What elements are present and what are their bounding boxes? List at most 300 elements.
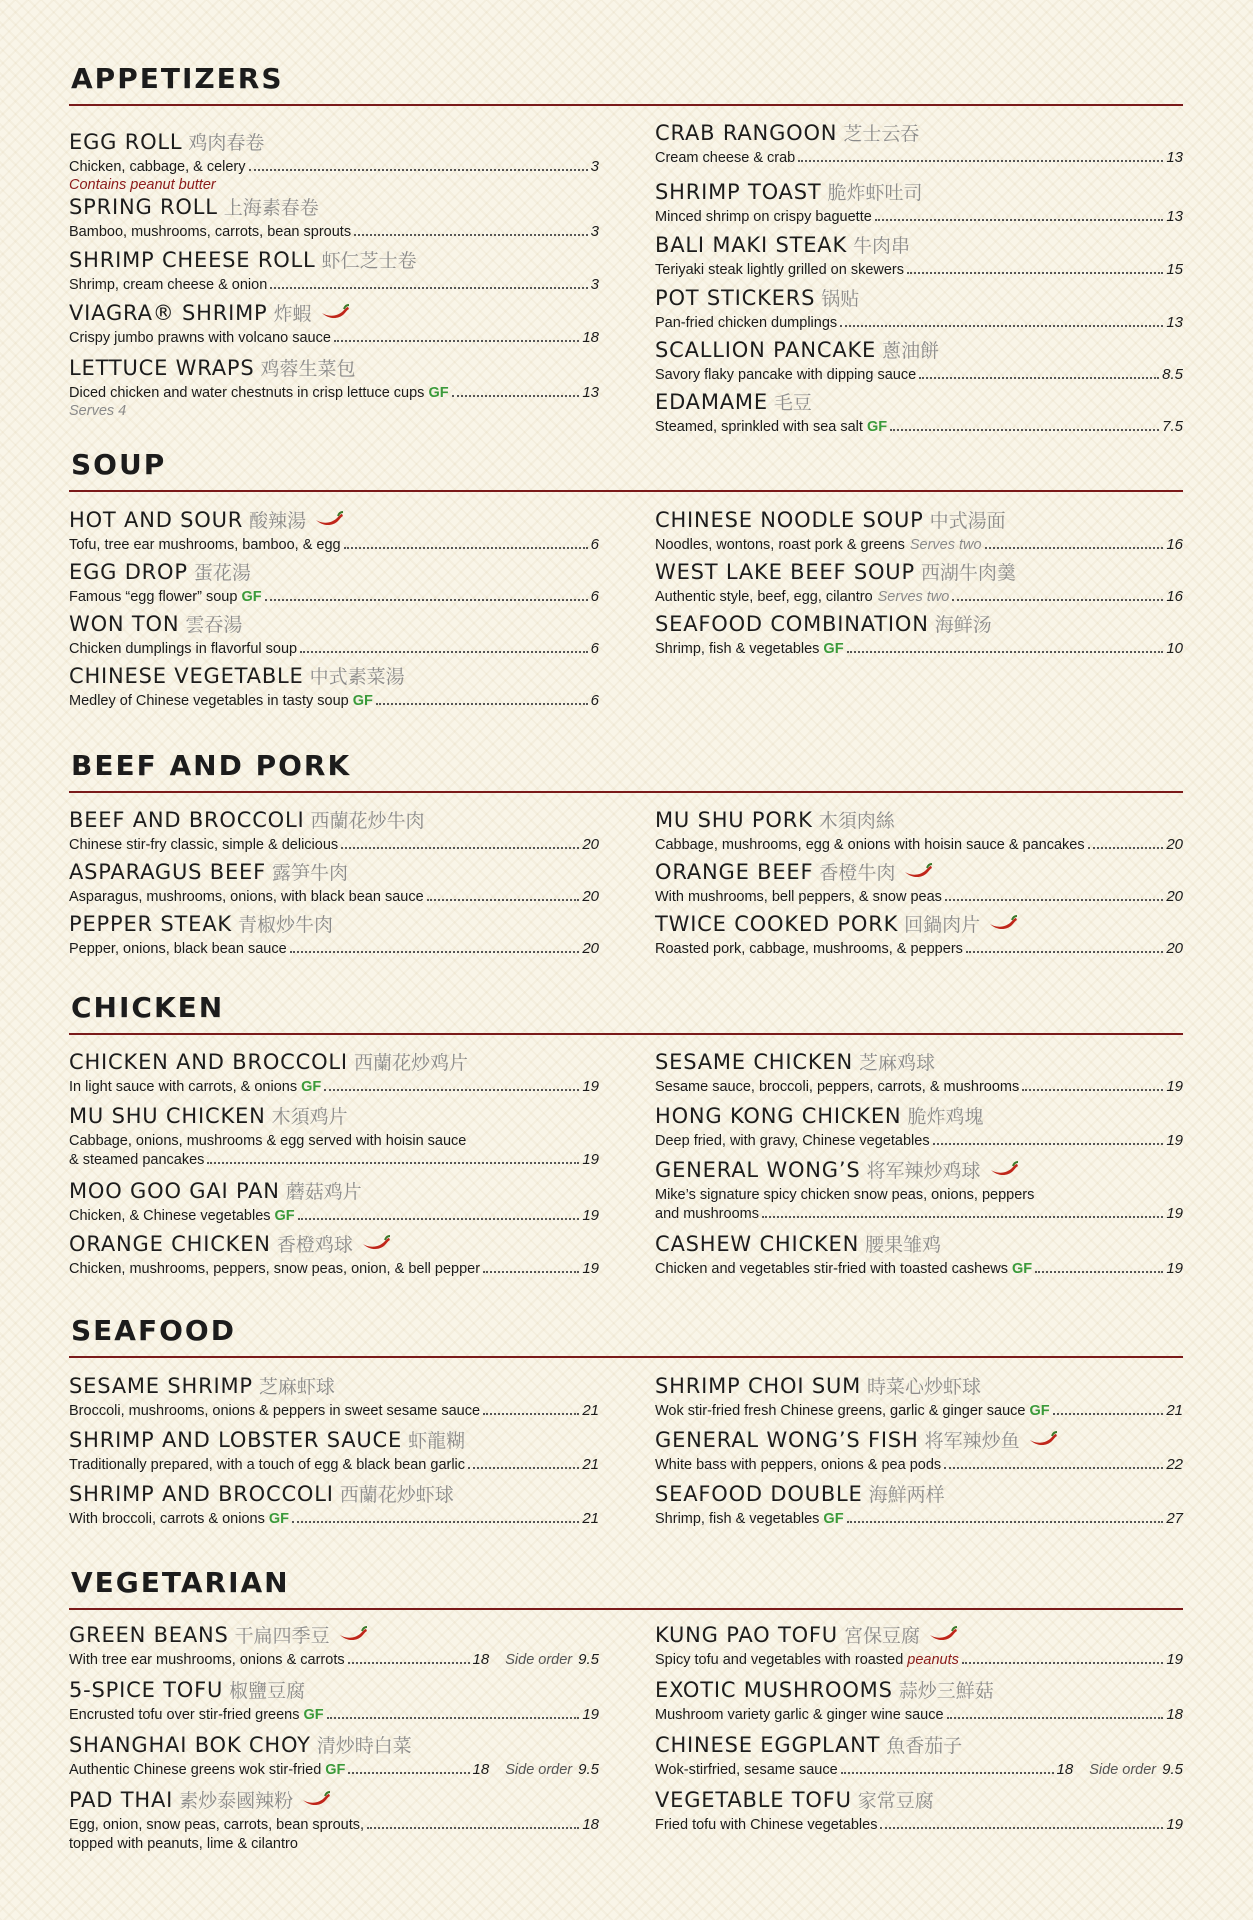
menu-item bbox=[655, 390, 1183, 436]
item-description bbox=[69, 836, 599, 854]
item-description bbox=[69, 588, 599, 606]
item-chinese-name: 蛋花湯 bbox=[193, 562, 251, 584]
item-description bbox=[655, 261, 1183, 279]
menu-item bbox=[69, 1232, 599, 1278]
item-description-text: Crispy jumbo prawns with volcano sauce bbox=[69, 330, 331, 346]
item-description-text: Authentic style, beef, egg, cilantro bbox=[655, 589, 873, 605]
item-name: KUNG PAO TOFU bbox=[655, 1623, 838, 1647]
item-description bbox=[69, 1260, 599, 1278]
dot-leader bbox=[468, 1467, 579, 1469]
item-chinese-name: 海鲜汤 bbox=[934, 614, 992, 636]
item-description bbox=[655, 149, 1183, 167]
item-price: 16 bbox=[1166, 588, 1183, 605]
item-description bbox=[655, 208, 1183, 226]
item-chinese-name: 上海素春卷 bbox=[223, 197, 319, 219]
item-description bbox=[69, 1402, 599, 1420]
item-name: CASHEW CHICKEN bbox=[655, 1232, 860, 1256]
item-name: EDAMAME bbox=[655, 390, 768, 414]
menu-item bbox=[655, 912, 1183, 958]
item-description bbox=[655, 536, 1183, 554]
item-price: 20 bbox=[582, 836, 599, 853]
item-name: VEGETABLE TOFU bbox=[655, 1788, 852, 1812]
item-price: 20 bbox=[582, 888, 599, 905]
section-title: SOUP bbox=[71, 448, 167, 481]
gluten-free-badge: GF bbox=[352, 693, 373, 709]
dot-leader bbox=[1022, 1089, 1163, 1091]
section-title: VEGETARIAN bbox=[71, 1566, 290, 1599]
side-order-label: Side order bbox=[505, 1652, 573, 1668]
menu-item bbox=[655, 1104, 1183, 1150]
item-description bbox=[655, 888, 1183, 906]
gluten-free-badge: GF bbox=[274, 1208, 295, 1224]
menu-item bbox=[655, 1678, 1183, 1724]
item-name: MU SHU PORK bbox=[655, 808, 813, 832]
menu-item bbox=[69, 912, 599, 958]
item-header bbox=[69, 1733, 599, 1760]
menu-item bbox=[69, 808, 599, 854]
item-description-text: topped with peanuts, lime & cilantro bbox=[69, 1836, 298, 1852]
chili-icon bbox=[928, 1626, 958, 1650]
side-order-price: 9.5 bbox=[578, 1761, 599, 1778]
item-description-text: Roasted pork, cabbage, mushrooms, & peppers bbox=[655, 941, 963, 957]
item-name: SCALLION PANCAKE bbox=[655, 338, 877, 362]
item-header bbox=[655, 1623, 1183, 1650]
section-divider bbox=[69, 791, 1183, 793]
item-description-text: Pepper, onions, black bean sauce bbox=[69, 941, 287, 957]
item-description-text: and mushrooms bbox=[655, 1206, 759, 1222]
dot-leader bbox=[249, 169, 588, 171]
item-description-text: Chicken, & Chinese vegetables bbox=[69, 1208, 271, 1224]
item-header bbox=[655, 508, 1183, 535]
menu-item bbox=[69, 1104, 599, 1169]
item-description-text: Asparagus, mushrooms, onions, with black bean sauce bbox=[69, 889, 424, 905]
menu-item bbox=[69, 560, 599, 606]
item-name: GENERAL WONG’S FISH bbox=[655, 1428, 919, 1452]
chili-icon bbox=[1028, 1431, 1058, 1455]
item-description bbox=[69, 1151, 599, 1169]
item-name: WON TON bbox=[69, 612, 180, 636]
dot-leader bbox=[890, 429, 1159, 431]
item-header bbox=[69, 301, 599, 328]
menu-item bbox=[69, 1374, 599, 1420]
item-chinese-name: 腰果雏鸡 bbox=[865, 1234, 942, 1256]
item-chinese-name: 锅贴 bbox=[821, 288, 860, 310]
item-description bbox=[655, 640, 1183, 658]
item-price: 6 bbox=[590, 536, 599, 553]
item-price: 18 bbox=[1056, 1761, 1074, 1778]
side-order-price: 9.5 bbox=[578, 1651, 599, 1668]
dot-leader bbox=[966, 951, 1163, 953]
item-price: 18 bbox=[472, 1761, 490, 1778]
item-header bbox=[69, 1428, 599, 1455]
item-price: 6 bbox=[590, 640, 599, 657]
item-description bbox=[655, 940, 1183, 958]
item-description-text: Fried tofu with Chinese vegetables bbox=[655, 1817, 878, 1833]
menu-item bbox=[655, 180, 1183, 226]
item-name: 5-SPICE TOFU bbox=[69, 1678, 224, 1702]
item-description-text: Mike’s signature spicy chicken snow peas, onions, peppers bbox=[655, 1187, 1035, 1203]
item-price: 19 bbox=[1166, 1651, 1183, 1668]
item-description bbox=[655, 1402, 1183, 1420]
allergen-note: peanuts bbox=[907, 1652, 959, 1668]
item-description bbox=[655, 1761, 1183, 1779]
section-title: CHICKEN bbox=[71, 991, 225, 1024]
item-header bbox=[69, 808, 599, 835]
item-chinese-name: 芝麻虾球 bbox=[258, 1376, 335, 1398]
menu-item bbox=[655, 860, 1183, 906]
item-price: 19 bbox=[1166, 1205, 1183, 1222]
dot-leader bbox=[847, 1521, 1164, 1523]
item-name: SHRIMP TOAST bbox=[655, 180, 822, 204]
item-price: 19 bbox=[1166, 1078, 1183, 1095]
item-description-text: Diced chicken and water chestnuts in crisp lettuce cups bbox=[69, 385, 425, 401]
dot-leader bbox=[298, 1218, 580, 1220]
item-header bbox=[655, 1678, 1183, 1705]
dot-leader bbox=[847, 651, 1164, 653]
item-header bbox=[655, 1788, 1183, 1815]
item-chinese-name: 中式素菜湯 bbox=[309, 666, 405, 688]
item-description-text: Spicy tofu and vegetables with roasted bbox=[655, 1652, 904, 1668]
item-header bbox=[655, 1050, 1183, 1077]
item-price: 19 bbox=[1166, 1816, 1183, 1833]
item-name: SHRIMP AND LOBSTER SAUCE bbox=[69, 1428, 403, 1452]
dot-leader bbox=[840, 325, 1163, 327]
item-chinese-name: 将军辣炒鱼 bbox=[924, 1430, 1020, 1452]
item-name: SHRIMP AND BROCCOLI bbox=[69, 1482, 334, 1506]
dot-leader bbox=[933, 1143, 1164, 1145]
section-divider bbox=[69, 490, 1183, 492]
item-chinese-name: 木須鸡片 bbox=[271, 1106, 348, 1128]
item-name: VIAGRA® SHRIMP bbox=[69, 301, 268, 325]
item-price: 18 bbox=[1166, 1706, 1183, 1723]
item-header bbox=[69, 508, 599, 535]
item-description bbox=[69, 1207, 599, 1225]
item-price: 13 bbox=[1166, 314, 1183, 331]
item-price: 19 bbox=[582, 1260, 599, 1277]
item-header bbox=[655, 560, 1183, 587]
item-chinese-name: 海鮮两样 bbox=[868, 1484, 945, 1506]
item-header bbox=[655, 121, 1183, 148]
item-chinese-name: 虾仁芝士卷 bbox=[321, 250, 417, 272]
dot-leader bbox=[947, 1717, 1164, 1719]
item-chinese-name: 清炒時白菜 bbox=[316, 1735, 412, 1757]
item-description bbox=[69, 1132, 599, 1150]
item-name: EGG ROLL bbox=[69, 130, 183, 154]
item-description-text: Chicken dumplings in flavorful soup bbox=[69, 641, 298, 657]
item-description-text: Broccoli, mushrooms, onions & peppers in sweet sesame sauce bbox=[69, 1403, 481, 1419]
item-name: GREEN BEANS bbox=[69, 1623, 229, 1647]
serving-note: Serves two bbox=[909, 537, 982, 553]
item-header bbox=[69, 1232, 599, 1259]
item-chinese-name: 中式湯面 bbox=[929, 510, 1006, 532]
item-price: 21 bbox=[582, 1510, 599, 1527]
section-title: BEEF AND PORK bbox=[71, 749, 352, 782]
item-description-text: Cabbage, onions, mushrooms & egg served with hoisin sauce bbox=[69, 1133, 467, 1149]
item-description-text: Steamed, sprinkled with sea salt bbox=[655, 419, 863, 435]
dot-leader bbox=[945, 899, 1163, 901]
item-name: LETTUCE WRAPS bbox=[69, 356, 255, 380]
serving-note: Serves two bbox=[877, 589, 950, 605]
item-description-text: In light sauce with carrots, & onions bbox=[69, 1079, 298, 1095]
item-chinese-name: 蒜炒三鮮菇 bbox=[898, 1680, 994, 1702]
item-description bbox=[655, 1510, 1183, 1528]
menu-item bbox=[69, 508, 599, 554]
item-header bbox=[69, 130, 599, 157]
item-name: WEST LAKE BEEF SOUP bbox=[655, 560, 915, 584]
item-header bbox=[69, 664, 599, 691]
item-description-text: Traditionally prepared, with a touch of egg & black bean garlic bbox=[69, 1457, 466, 1473]
item-header bbox=[69, 612, 599, 639]
item-price: 19 bbox=[582, 1706, 599, 1723]
section-divider bbox=[69, 1608, 1183, 1610]
item-name: CRAB RANGOON bbox=[655, 121, 838, 145]
menu-item bbox=[655, 233, 1183, 279]
item-chinese-name: 虾龍糊 bbox=[408, 1430, 466, 1452]
item-header bbox=[655, 390, 1183, 417]
item-price: 18 bbox=[582, 329, 599, 346]
item-description bbox=[69, 158, 599, 176]
item-header bbox=[69, 560, 599, 587]
dot-leader bbox=[1053, 1413, 1164, 1415]
item-price: 19 bbox=[582, 1207, 599, 1224]
item-name: PAD THAI bbox=[69, 1788, 174, 1812]
item-chinese-name: 西蘭花炒鸡片 bbox=[353, 1052, 468, 1074]
dot-leader bbox=[207, 1162, 579, 1164]
item-price: 19 bbox=[582, 1151, 599, 1168]
item-description bbox=[655, 1816, 1183, 1834]
menu-item bbox=[655, 1482, 1183, 1528]
item-description bbox=[69, 1510, 599, 1528]
item-name: MOO GOO GAI PAN bbox=[69, 1179, 280, 1203]
item-header bbox=[655, 860, 1183, 887]
item-price: 18 bbox=[582, 1816, 599, 1833]
item-header bbox=[655, 286, 1183, 313]
item-description-text: Shrimp, cream cheese & onion bbox=[69, 277, 268, 293]
item-description-text: Famous “egg flower” soup bbox=[69, 589, 238, 605]
menu-item bbox=[69, 195, 599, 241]
item-description-text: With broccoli, carrots & onions bbox=[69, 1511, 265, 1527]
item-header bbox=[655, 1104, 1183, 1131]
item-price: 3 bbox=[590, 223, 599, 240]
item-header bbox=[69, 1179, 599, 1206]
item-name: CHICKEN AND BROCCOLI bbox=[69, 1050, 348, 1074]
menu-item bbox=[69, 1733, 599, 1779]
item-price: 21 bbox=[1166, 1402, 1183, 1419]
item-description bbox=[69, 329, 599, 347]
item-description-text: & steamed pancakes bbox=[69, 1152, 205, 1168]
item-header bbox=[655, 180, 1183, 207]
item-name: MU SHU CHICKEN bbox=[69, 1104, 266, 1128]
dot-leader bbox=[367, 1827, 579, 1829]
gluten-free-badge: GF bbox=[428, 385, 449, 401]
item-price: 6 bbox=[590, 588, 599, 605]
item-price: 8.5 bbox=[1162, 366, 1183, 383]
menu-item bbox=[69, 612, 599, 658]
item-description bbox=[69, 1816, 599, 1834]
chili-icon bbox=[314, 511, 344, 535]
menu-item bbox=[69, 248, 599, 294]
item-description-text: Teriyaki steak lightly grilled on skewers bbox=[655, 262, 905, 278]
section-title: SEAFOOD bbox=[71, 1314, 236, 1347]
item-price: 3 bbox=[590, 276, 599, 293]
dot-leader bbox=[376, 703, 588, 705]
dot-leader bbox=[952, 599, 1163, 601]
item-name: TWICE COOKED PORK bbox=[655, 912, 899, 936]
dot-leader bbox=[875, 219, 1164, 221]
menu-item bbox=[69, 1788, 599, 1853]
item-description-text: Chicken, mushrooms, peppers, snow peas, onion, & bell pepper bbox=[69, 1261, 481, 1277]
dot-leader bbox=[354, 234, 588, 236]
item-name: SEAFOOD DOUBLE bbox=[655, 1482, 863, 1506]
dot-leader bbox=[265, 599, 588, 601]
item-name: ORANGE CHICKEN bbox=[69, 1232, 271, 1256]
item-header bbox=[69, 1678, 599, 1705]
item-description-text: Minced shrimp on crispy baguette bbox=[655, 209, 872, 225]
item-name: HONG KONG CHICKEN bbox=[655, 1104, 902, 1128]
item-header bbox=[655, 1482, 1183, 1509]
item-description bbox=[655, 1078, 1183, 1096]
item-name: SHRIMP CHOI SUM bbox=[655, 1374, 862, 1398]
item-name: SPRING ROLL bbox=[69, 195, 218, 219]
gluten-free-badge: GF bbox=[268, 1511, 289, 1527]
item-chinese-name: 西湖牛肉羹 bbox=[920, 562, 1016, 584]
dot-leader bbox=[341, 847, 579, 849]
dot-leader bbox=[452, 395, 580, 397]
item-chinese-name: 雲吞湯 bbox=[185, 614, 243, 636]
item-name: PEPPER STEAK bbox=[69, 912, 232, 936]
dot-leader bbox=[919, 377, 1159, 379]
item-name: SESAME SHRIMP bbox=[69, 1374, 253, 1398]
item-description-text: With tree ear mushrooms, onions & carrots bbox=[69, 1652, 345, 1668]
item-price: 22 bbox=[1166, 1456, 1183, 1473]
item-chinese-name: 家常豆腐 bbox=[857, 1790, 934, 1812]
item-description bbox=[655, 1132, 1183, 1150]
item-description-text: Cabbage, mushrooms, egg & onions with hoisin sauce & pancakes bbox=[655, 837, 1085, 853]
dot-leader bbox=[483, 1271, 579, 1273]
item-description-text: Chinese stir-fry classic, simple & delicious bbox=[69, 837, 339, 853]
menu-item bbox=[69, 1482, 599, 1528]
item-chinese-name: 脆炸鸡塊 bbox=[907, 1106, 984, 1128]
item-description bbox=[655, 1186, 1183, 1204]
dot-leader bbox=[344, 547, 588, 549]
chili-icon bbox=[320, 304, 350, 328]
chili-icon bbox=[989, 1161, 1019, 1185]
item-description bbox=[655, 1205, 1183, 1223]
menu-item bbox=[655, 338, 1183, 384]
item-description-text: Tofu, tree ear mushrooms, bamboo, & egg bbox=[69, 537, 341, 553]
item-header bbox=[69, 1623, 599, 1650]
item-description-text: Shrimp, fish & vegetables bbox=[655, 641, 820, 657]
item-header bbox=[655, 1428, 1183, 1455]
item-header bbox=[655, 808, 1183, 835]
item-description bbox=[69, 1078, 599, 1096]
item-name: POT STICKERS bbox=[655, 286, 816, 310]
item-description bbox=[69, 384, 599, 402]
gluten-free-badge: GF bbox=[301, 1079, 322, 1095]
side-order-label: Side order bbox=[1089, 1762, 1157, 1778]
item-name: CHINESE EGGPLANT bbox=[655, 1733, 881, 1757]
menu-item bbox=[655, 1050, 1183, 1096]
menu-item bbox=[655, 1623, 1183, 1669]
item-chinese-name: 蘑菇鸡片 bbox=[285, 1181, 362, 1203]
item-name: SESAME CHICKEN bbox=[655, 1050, 854, 1074]
gluten-free-badge: GF bbox=[823, 1511, 844, 1527]
item-price: 3 bbox=[590, 158, 599, 175]
chili-icon bbox=[361, 1235, 391, 1259]
dot-leader bbox=[290, 951, 580, 953]
item-price: 21 bbox=[582, 1456, 599, 1473]
item-chinese-name: 香橙牛肉 bbox=[819, 862, 896, 884]
dot-leader bbox=[1035, 1271, 1163, 1273]
item-description bbox=[655, 588, 1183, 606]
chili-icon bbox=[988, 915, 1018, 939]
menu-item bbox=[655, 560, 1183, 606]
menu-item bbox=[69, 1050, 599, 1096]
item-chinese-name: 芝士云吞 bbox=[843, 123, 920, 145]
item-chinese-name: 鸡肉春卷 bbox=[188, 132, 265, 154]
dot-leader bbox=[907, 272, 1163, 274]
item-description bbox=[69, 223, 599, 241]
chili-icon bbox=[338, 1626, 368, 1650]
gluten-free-badge: GF bbox=[325, 1762, 346, 1778]
item-name: SEAFOOD COMBINATION bbox=[655, 612, 929, 636]
item-chinese-name: 素炒泰國辣粉 bbox=[179, 1790, 294, 1812]
item-description bbox=[655, 1706, 1183, 1724]
item-header bbox=[655, 1374, 1183, 1401]
item-header bbox=[655, 1232, 1183, 1259]
item-name: BALI MAKI STEAK bbox=[655, 233, 848, 257]
menu-item bbox=[655, 1158, 1183, 1223]
menu-item bbox=[69, 1623, 599, 1669]
item-price: 19 bbox=[582, 1078, 599, 1095]
section-title: APPETIZERS bbox=[71, 62, 284, 95]
item-header bbox=[655, 1733, 1183, 1760]
item-header bbox=[69, 356, 599, 383]
side-order-price: 9.5 bbox=[1162, 1761, 1183, 1778]
item-description bbox=[655, 314, 1183, 332]
item-description-text: Egg, onion, snow peas, carrots, bean sprouts, bbox=[69, 1817, 365, 1833]
item-description-text: White bass with peppers, onions & pea pods bbox=[655, 1457, 942, 1473]
item-description bbox=[655, 1651, 1183, 1669]
item-description bbox=[69, 692, 599, 710]
item-price: 19 bbox=[1166, 1132, 1183, 1149]
item-description bbox=[655, 1456, 1183, 1474]
item-chinese-name: 宮保豆腐 bbox=[843, 1625, 920, 1647]
gluten-free-badge: GF bbox=[303, 1707, 324, 1723]
item-chinese-name: 木須肉絲 bbox=[818, 810, 895, 832]
item-chinese-name: 露笋牛肉 bbox=[272, 862, 349, 884]
menu-item bbox=[655, 121, 1183, 167]
item-name: ASPARAGUS BEEF bbox=[69, 860, 266, 884]
gluten-free-badge: GF bbox=[241, 589, 262, 605]
item-header bbox=[69, 1482, 599, 1509]
dot-leader bbox=[1088, 847, 1164, 849]
item-price: 13 bbox=[1166, 208, 1183, 225]
item-description bbox=[655, 1260, 1183, 1278]
item-name: EGG DROP bbox=[69, 560, 188, 584]
menu-item bbox=[655, 508, 1183, 554]
item-price: 20 bbox=[1166, 888, 1183, 905]
item-header bbox=[69, 1374, 599, 1401]
item-price: 16 bbox=[1166, 536, 1183, 553]
menu-item bbox=[69, 356, 599, 420]
item-description bbox=[69, 1651, 599, 1669]
item-header bbox=[69, 248, 599, 275]
menu-item bbox=[655, 808, 1183, 854]
item-description-text: Encrusted tofu over stir-fried greens bbox=[69, 1707, 300, 1723]
section-divider bbox=[69, 1033, 1183, 1035]
item-chinese-name: 将军辣炒鸡球 bbox=[866, 1160, 981, 1182]
